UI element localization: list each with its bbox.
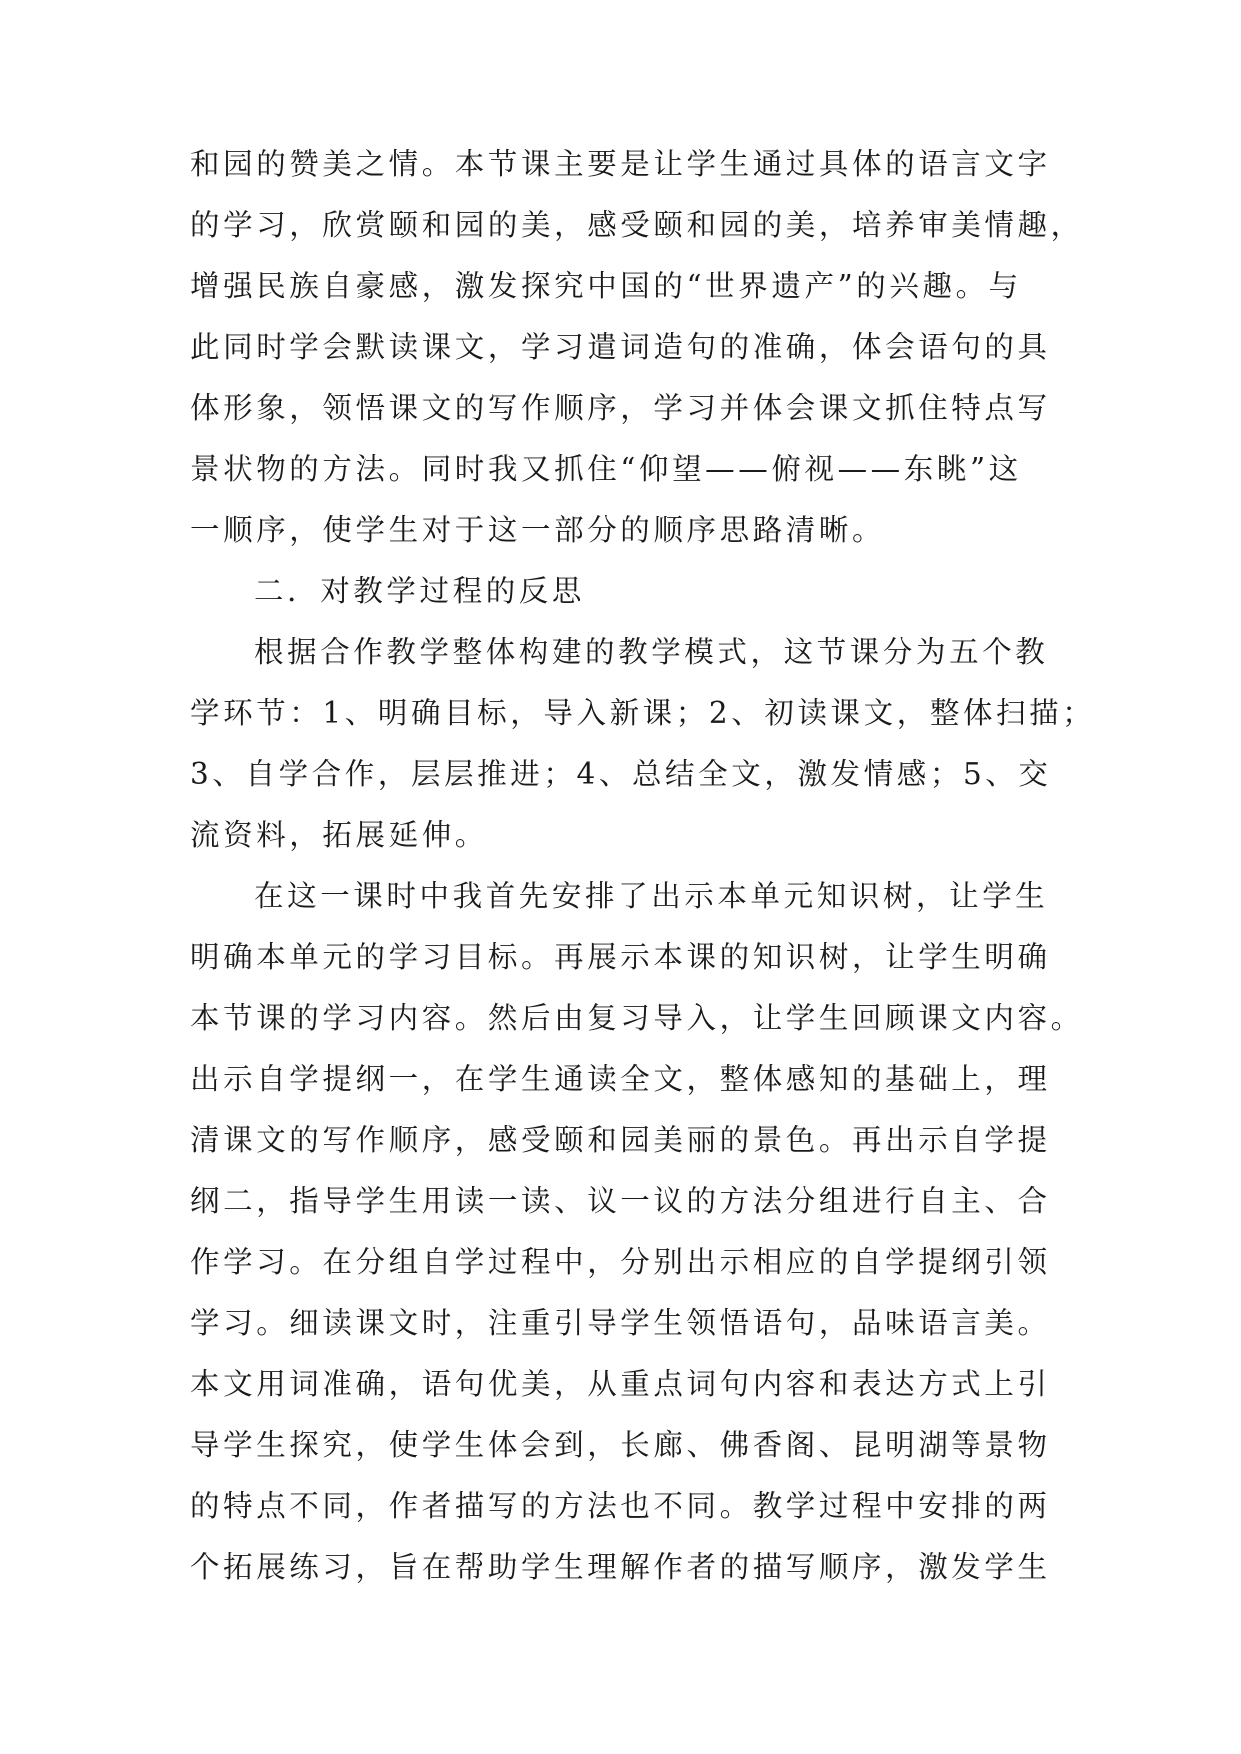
text-line: 此同时学会默读课文，学习遣词造句的准确，体会语句的具 [190,330,1051,364]
text-line: 本节课的学习内容。然后由复习导入，让学生回顾课文内容。 [190,1001,1084,1035]
text-line: 流资料，拓展延伸。 [190,818,488,852]
section-heading: 二．对教学过程的反思 [254,574,586,608]
text-line: 的学习，欣赏颐和园的美，感受颐和园的美，培养审美情趣， [190,208,1084,242]
text-line: 景状物的方法。同时我又抓住“仰望——俯视——东眺”这 [190,452,1022,486]
text-line: 体形象，领悟课文的写作顺序，学习并体会课文抓住特点写 [190,391,1051,425]
text-line: 本文用词准确，语句优美，从重点词句内容和表达方式上引 [190,1367,1051,1401]
text-line: 作学习。在分组自学过程中，分别出示相应的自学提纲引领 [190,1245,1051,1279]
text-line: 个拓展练习，旨在帮助学生理解作者的描写顺序，激发学生 [190,1550,1051,1584]
text-line: 学环节：1、明确目标，导入新课；2、初读课文，整体扫描； [190,696,1096,730]
text-line: 的特点不同，作者描写的方法也不同。教学过程中安排的两 [190,1489,1051,1523]
text-line: 和园的赞美之情。本节课主要是让学生通过具体的语言文字 [190,147,1051,181]
text-line: 根据合作教学整体构建的教学模式，这节课分为五个教 [254,635,1049,669]
text-line: 清课文的写作顺序，感受颐和园美丽的景色。再出示自学提 [190,1123,1051,1157]
text-line: 出示自学提纲一，在学生通读全文，整体感知的基础上，理 [190,1062,1051,1096]
text-line: 明确本单元的学习目标。再展示本课的知识树，让学生明确 [190,940,1051,974]
text-line: 学习。细读课文时，注重引导学生领悟语句，品味语言美。 [190,1306,1051,1340]
text-line: 增强民族自豪感，激发探究中国的“世界遗产”的兴趣。与 [190,269,1022,303]
text-line: 导学生探究，使学生体会到，长廊、佛香阁、昆明湖等景物 [190,1428,1051,1462]
text-line: 3、自学合作，层层推进；4、总结全文，激发情感；5、交 [190,757,1052,791]
text-line: 纲二，指导学生用读一读、议一议的方法分组进行自主、合 [190,1184,1051,1218]
text-line: 在这一课时中我首先安排了出示本单元知识树，让学生 [254,879,1049,913]
text-line: 一顺序，使学生对于这一部分的顺序思路清晰。 [190,513,886,547]
